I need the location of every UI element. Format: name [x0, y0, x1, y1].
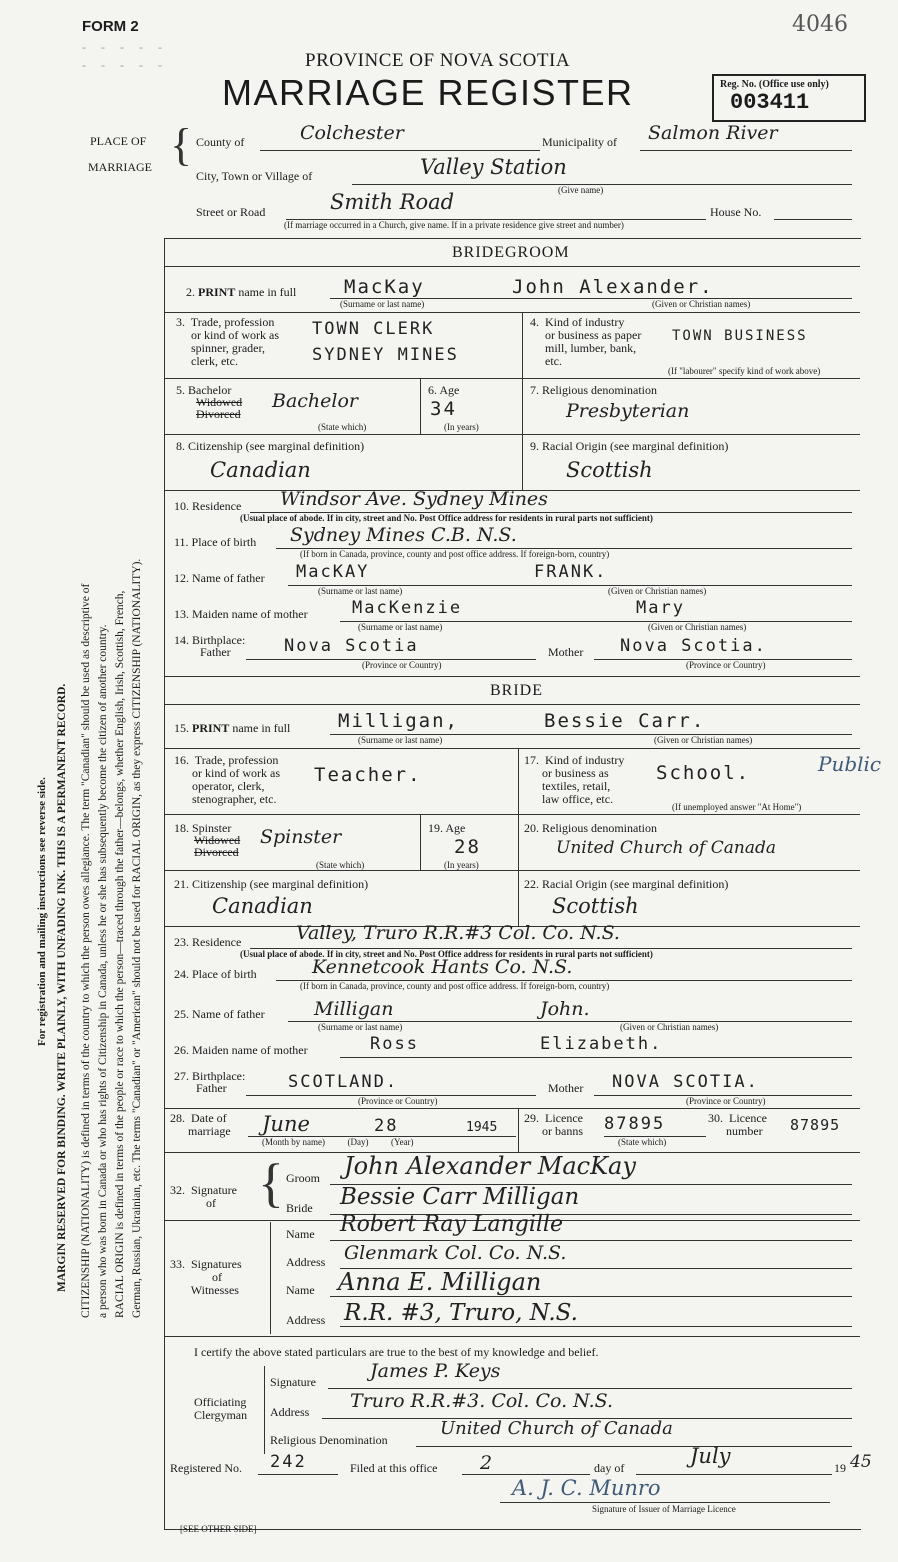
- bride-surname: Milligan,: [338, 710, 459, 732]
- day-of-label: day of: [594, 1461, 625, 1475]
- q19-label: 19. Age: [428, 821, 466, 835]
- bridegroom-heading: BRIDEGROOM: [452, 244, 570, 261]
- q26-label: 26. Maiden name of mother: [174, 1043, 308, 1057]
- street-label: Street or Road: [196, 205, 266, 219]
- municipality-value: Salmon River: [648, 122, 778, 144]
- place-brace: {: [170, 119, 193, 170]
- widowed-label: Widowed: [196, 395, 243, 409]
- bride-citizenship: Canadian: [212, 894, 313, 918]
- margin-citizenship-def-1: CITIZENSHIP (NATIONALITY) is defined in terms of the country to which the person owes allegiance. The term "Canadian" should be used as descriptive of: [80, 583, 92, 1318]
- groom-signature: John Alexander MacKay: [344, 1152, 636, 1180]
- licence-or-banns: 87895: [604, 1114, 666, 1134]
- q28-label: 28. Date of marriage: [170, 1111, 231, 1138]
- licence-number: 87895: [790, 1116, 841, 1134]
- bride-father-given: John.: [540, 998, 590, 1020]
- birth-note: (If born in Canada, province, county and post office address. If foreign-born, country): [300, 981, 610, 991]
- groom-father-given: FRANK.: [534, 562, 608, 582]
- given-note: (Given or Christian names): [654, 735, 753, 745]
- state-which-note: (State which): [316, 860, 365, 870]
- province-note: (Province or Country): [686, 660, 766, 670]
- q2-label: 2. PRINT name in full: [186, 285, 297, 299]
- corner-note: 4046: [792, 12, 848, 37]
- surname-note: (Surname or last name): [318, 1022, 403, 1032]
- groom-mother-birthplace: Nova Scotia.: [620, 636, 767, 656]
- q30-label: 30. Licence number: [708, 1111, 767, 1138]
- bride-residence: Valley, Truro R.R.#3 Col. Co. N.S.: [296, 922, 620, 944]
- q25-label: 25. Name of father: [174, 1007, 265, 1021]
- bride-label: Bride: [286, 1201, 313, 1215]
- bride-industry-extra: Public: [818, 752, 882, 776]
- margin-racial-def-2: German, Russian, Ukrainian, etc. The terms "Canadian" or "American" should not be used for RACIAL ORIGIN, as they express CITIZENSHIP (NATIONALITY).: [131, 558, 143, 1318]
- groom-surname: MacKay: [344, 276, 425, 298]
- q16-label: 16. Trade, profession or kind of work as operator, clerk, stenographer, etc.: [174, 753, 280, 806]
- officiant-address-label: Address: [270, 1405, 310, 1419]
- q14-label: 14. Birthplace:: [174, 633, 246, 647]
- groom-origin: Scottish: [566, 458, 653, 482]
- binding-dashes-2: - - - - -: [82, 58, 168, 72]
- witness1-address-label: Address: [286, 1255, 326, 1269]
- unemployed-note: (If unemployed answer "At Home"): [672, 802, 802, 812]
- licence-state-note: (State which): [618, 1137, 667, 1147]
- q18-label: 18. Spinster: [174, 821, 232, 835]
- city-label: City, Town or Village of: [196, 169, 313, 183]
- bride-heading: BRIDE: [490, 682, 543, 699]
- divorced-label: Divorced: [194, 845, 239, 859]
- officiating-label: Officiating Clergyman: [194, 1395, 248, 1422]
- filed-month: July: [690, 1444, 731, 1468]
- bride-religion: United Church of Canada: [556, 838, 776, 858]
- bride-mother-surname: Ross: [370, 1034, 419, 1054]
- q4-label: 4. Kind of industry or business as paper mill, lumber, bank, etc.: [530, 315, 642, 368]
- q27-label: 27. Birthplace:: [174, 1069, 246, 1083]
- bride-birthplace: Kennetcook Hants Co. N.S.: [312, 956, 573, 978]
- groom-industry: TOWN BUSINESS: [672, 328, 808, 344]
- groom-trade: TOWN CLERK SYDNEY MINES: [312, 319, 459, 365]
- registered-no: 242: [270, 1452, 307, 1472]
- given-note: (Given or Christian names): [620, 1022, 719, 1032]
- officiant-signature: James P. Keys: [370, 1360, 501, 1382]
- province-heading: PROVINCE OF NOVA SCOTIA: [305, 50, 571, 71]
- q33-label: 33. Signatures of Witnesses: [170, 1257, 242, 1297]
- groom-age: 34: [430, 398, 457, 420]
- municipality-label: Municipality of: [542, 135, 617, 149]
- binding-dashes: - - - - -: [82, 40, 168, 54]
- surname-note: (Surname or last name): [358, 622, 443, 632]
- surname-note: (Surname or last name): [318, 586, 403, 596]
- marriage-label: MARRIAGE: [88, 160, 153, 174]
- widowed-label: Widowed: [194, 833, 241, 847]
- give-name-note: (Give name): [558, 185, 604, 195]
- county-label: County of: [196, 135, 245, 149]
- city-value: Valley Station: [420, 155, 567, 179]
- bride-trade: Teacher.: [314, 764, 422, 786]
- witness2-name: Anna E. Milligan: [338, 1268, 542, 1296]
- bride-status: Spinster: [260, 826, 342, 848]
- province-note: (Province or Country): [686, 1096, 766, 1106]
- margin-racial-def-1: RACIAL ORIGIN is defined in terms of the people or race to which the person—traced through the father—belongs, whether English, Irish, Scottish, French,: [114, 590, 126, 1318]
- house-label: House No.: [710, 205, 762, 219]
- given-note: (Given or Christian names): [652, 299, 751, 309]
- street-value: Smith Road: [330, 190, 455, 214]
- q24-label: 24. Place of birth: [174, 967, 257, 981]
- bride-signature: Bessie Carr Milligan: [340, 1184, 580, 1210]
- marriage-day: 28: [374, 1116, 399, 1136]
- form-number: FORM 2: [82, 18, 139, 35]
- bride-age: 28: [454, 836, 481, 858]
- divorced-label: Divorced: [196, 407, 241, 421]
- in-years-note: (In years): [444, 860, 479, 870]
- q9-label: 9. Racial Origin (see marginal definition): [530, 439, 729, 453]
- witness1-name: Robert Ray Langille: [340, 1212, 563, 1237]
- issuer-signature: A. J. C. Munro: [512, 1476, 661, 1500]
- given-note: (Given or Christian names): [648, 622, 747, 632]
- given-note: (Given or Christian names): [608, 586, 707, 596]
- q11-label: 11. Place of birth: [174, 535, 257, 549]
- margin-citizenship-def-2: a person who was born in Canada or who has rights of Citizenship in Canada, unless he or she has subsequently become the citizen of another country.: [97, 624, 109, 1318]
- bride-industry: School.: [656, 762, 751, 784]
- bride-mother-birthplace: NOVA SCOTIA.: [612, 1072, 759, 1092]
- marriage-month: June: [262, 1112, 310, 1136]
- q29-label: 29. Licence or banns: [524, 1111, 583, 1138]
- q5-label: 5. Bachelor: [176, 383, 232, 397]
- groom-mother-surname: MacKenzie: [352, 598, 463, 618]
- groom-religion: Presbyterian: [566, 400, 690, 422]
- groom-birthplace: Sydney Mines C.B. N.S.: [290, 524, 517, 546]
- filed-day: 2: [480, 1452, 493, 1474]
- residence-note: (Usual place of abode. If in city, street and No. Post Office address for residents in rural parts not sufficient): [240, 513, 653, 523]
- q8-label: 8. Citizenship (see marginal definition): [176, 439, 365, 453]
- groom-father-surname: MacKAY: [296, 562, 370, 582]
- industry-note: (If "labourer" specify kind of work above): [668, 366, 821, 376]
- witness2-address: R.R. #3, Truro, N.S.: [344, 1300, 578, 1326]
- q17-label: 17. Kind of industry or business as textiles, retail, law office, etc.: [524, 753, 625, 806]
- certify-text: I certify the above stated particulars are true to the best of my knowledge and belief.: [194, 1345, 599, 1359]
- page-title: MARRIAGE REGISTER: [222, 72, 634, 113]
- bride-mother-given: Elizabeth.: [540, 1034, 663, 1054]
- county-value: Colchester: [300, 122, 404, 144]
- officiant-signature-label: Signature: [270, 1375, 316, 1389]
- groom-citizenship: Canadian: [210, 458, 311, 482]
- officiant-address: Truro R.R.#3. Col. Co. N.S.: [350, 1390, 614, 1412]
- street-note: (If marriage occurred in a Church, give name. If in a private residence give street and number): [284, 220, 624, 230]
- witness1-address: Glenmark Col. Co. N.S.: [344, 1242, 567, 1264]
- groom-father-birthplace: Nova Scotia: [284, 636, 419, 656]
- place-of-label: PLACE OF: [90, 134, 147, 148]
- bride-given-names: Bessie Carr.: [544, 710, 706, 732]
- signature-brace: {: [258, 1153, 284, 1213]
- date-note: (Month by name) (Day) (Year): [262, 1137, 414, 1147]
- reg-number-label: Reg. No. (Office use only): [720, 79, 829, 90]
- q6-label: 6. Age: [428, 383, 460, 397]
- q32-label: 32. Signature of: [170, 1183, 237, 1210]
- mother-label: Mother: [548, 1081, 584, 1095]
- bride-origin: Scottish: [552, 894, 639, 918]
- see-other-side: [SEE OTHER SIDE]: [180, 1524, 257, 1534]
- birth-note: (If born in Canada, province, county and post office address. If foreign-born, country): [300, 549, 610, 559]
- father-label: Father: [200, 645, 231, 659]
- witness1-name-label: Name: [286, 1227, 315, 1241]
- q23-label: 23. Residence: [174, 935, 242, 949]
- mother-label: Mother: [548, 645, 584, 659]
- in-years-note: (In years): [444, 422, 479, 432]
- reg-number: 003411: [730, 90, 810, 115]
- q12-label: 12. Name of father: [174, 571, 265, 585]
- bride-father-birthplace: SCOTLAND.: [288, 1072, 399, 1092]
- surname-note: (Surname or last name): [358, 735, 443, 745]
- province-note: (Province or Country): [358, 1096, 438, 1106]
- reg-number-box: [712, 74, 866, 122]
- filed-year: 45: [850, 1452, 872, 1472]
- residence-note: (Usual place of abode. If in city, street and No. Post Office address for residents in rural parts not sufficient): [240, 949, 653, 959]
- groom-residence: Windsor Ave. Sydney Mines: [280, 488, 548, 510]
- witness2-name-label: Name: [286, 1283, 315, 1297]
- groom-mother-given: Mary: [636, 598, 685, 618]
- officiant-denomination: United Church of Canada: [440, 1418, 673, 1439]
- q15-label: 15. PRINT name in full: [174, 721, 291, 735]
- filed-label: Filed at this office: [350, 1461, 438, 1475]
- officiant-denomination-label: Religious Denomination: [270, 1433, 388, 1447]
- margin-instructions: For registration and mailing instructions see reverse side.: [36, 777, 48, 1046]
- groom-label: Groom: [286, 1171, 320, 1185]
- state-which-note: (State which): [318, 422, 367, 432]
- groom-status: Bachelor: [272, 390, 359, 412]
- groom-given-names: John Alexander.: [512, 276, 714, 298]
- q10-label: 10. Residence: [174, 499, 242, 513]
- margin-binding-notice: MARGIN RESERVED FOR BINDING. WRITE PLAINLY, WITH UNFADING INK. THIS IS A PERMANENT RECORD.: [56, 683, 68, 1292]
- witness2-address-label: Address: [286, 1313, 326, 1327]
- issuer-label: Signature of Issuer of Marriage Licence: [592, 1504, 736, 1514]
- q20-label: 20. Religious denomination: [524, 821, 657, 835]
- bride-father-surname: Milligan: [314, 998, 394, 1020]
- surname-note: (Surname or last name): [340, 299, 425, 309]
- province-note: (Province or Country): [362, 660, 442, 670]
- registered-no-label: Registered No.: [170, 1461, 242, 1475]
- q13-label: 13. Maiden name of mother: [174, 607, 308, 621]
- year-prefix: 19: [834, 1461, 846, 1475]
- q7-label: 7. Religious denomination: [530, 383, 657, 397]
- father-label: Father: [196, 1081, 227, 1095]
- q3-label: 3. Trade, profession or kind of work as spinner, grader, clerk, etc.: [176, 315, 279, 368]
- marriage-year: 1945: [466, 1120, 498, 1135]
- q22-label: 22. Racial Origin (see marginal definition): [524, 877, 729, 891]
- q21-label: 21. Citizenship (see marginal definition): [174, 877, 369, 891]
